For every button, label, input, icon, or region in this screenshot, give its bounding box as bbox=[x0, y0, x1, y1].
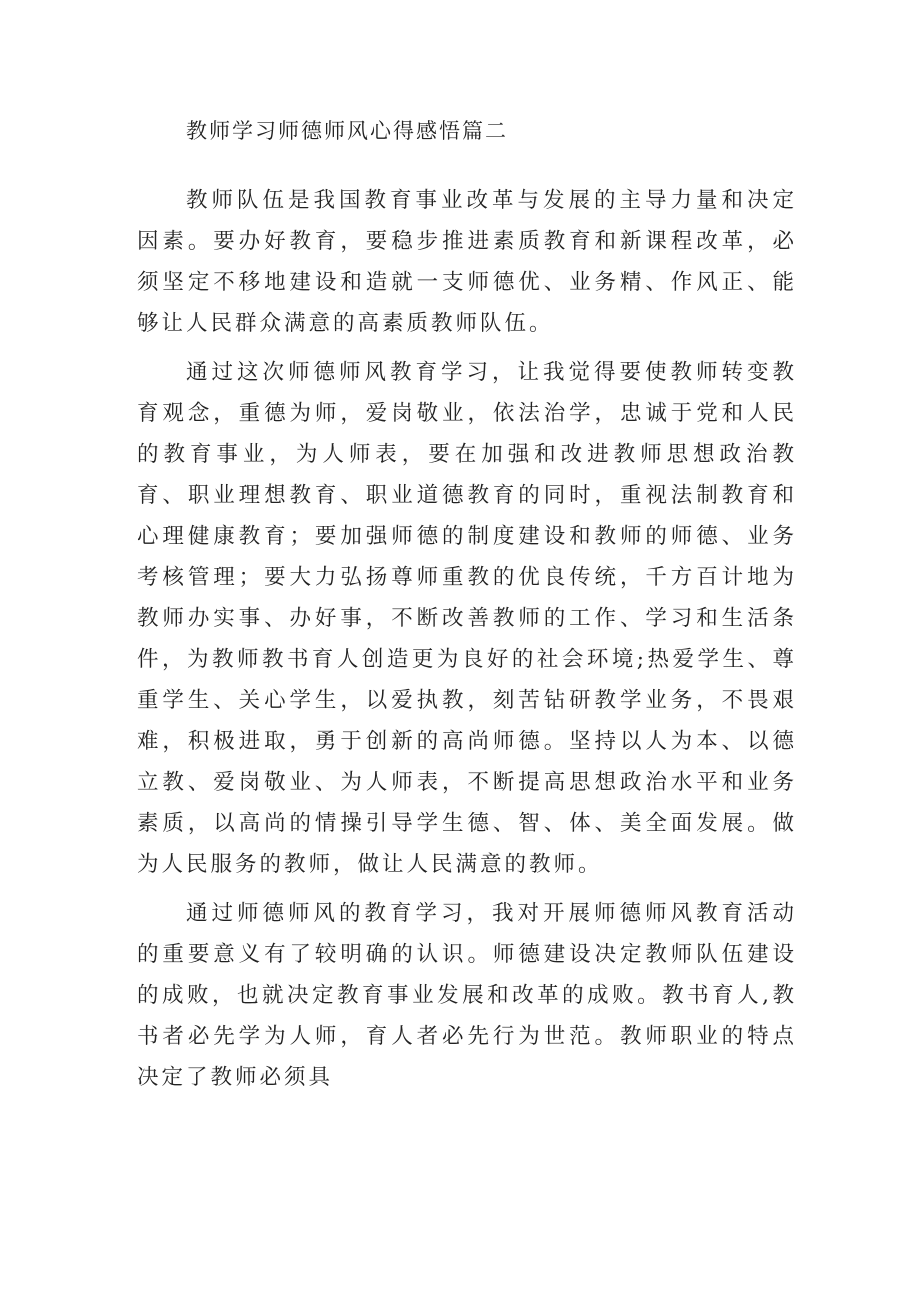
paragraph-2: 通过这次师德师风教育学习，让我觉得要使教师转变教育观念，重德为师，爱岗敬业，依法治学，忠诚于党和人民的教育事业，为人师表，要在加强和改进教师思想政治教育、职业理想教育、职业道德教育的同时，重视法制教育和心理健康教育；要加强师德的制度建设和教师的师德、业务考核管理；要大力弘扬尊师重教的优良传统，千方百计地为教师办实事、办好事，不断改善教师的工作、学习和生活条件，为教师教书育人创造更为良好的社会环境;热爱学生、尊重学生、关心学生，以爱执教，刻苦钻研教学业务，不畏艰难，积极进取，勇于创新的高尚师德。坚持以人为本、以德立教、爱岗敬业、为人师表，不断提高思想政治水平和业务素质，以高尚的情操引导学生德、智、体、美全面发展。做为人民服务的教师，做让人民满意的教师。 bbox=[137, 360, 797, 877]
document-title: 教师学习师德师风心得感悟篇二 bbox=[186, 119, 508, 143]
paragraph-1: 教师队伍是我国教育事业改革与发展的主导力量和决定因素。要办好教育，要稳步推进素质教育和新课程改革，必须坚定不移地建设和造就一支师德优、业务精、作风正、能够让人民群众满意的高素质教师队伍。 bbox=[137, 188, 797, 336]
paragraph-3: 通过师德师风的教育学习，我对开展师德师风教育活动的重要意义有了较明确的认识。师德建设决定教师队伍建设的成败，也就决定教育事业发展和改革的成败。教书育人,教书者必先学为人师，育人者必先行为世范。教师职业的特点决定了教师必须具 bbox=[137, 901, 797, 1090]
document-body bbox=[137, 180, 797, 1098]
